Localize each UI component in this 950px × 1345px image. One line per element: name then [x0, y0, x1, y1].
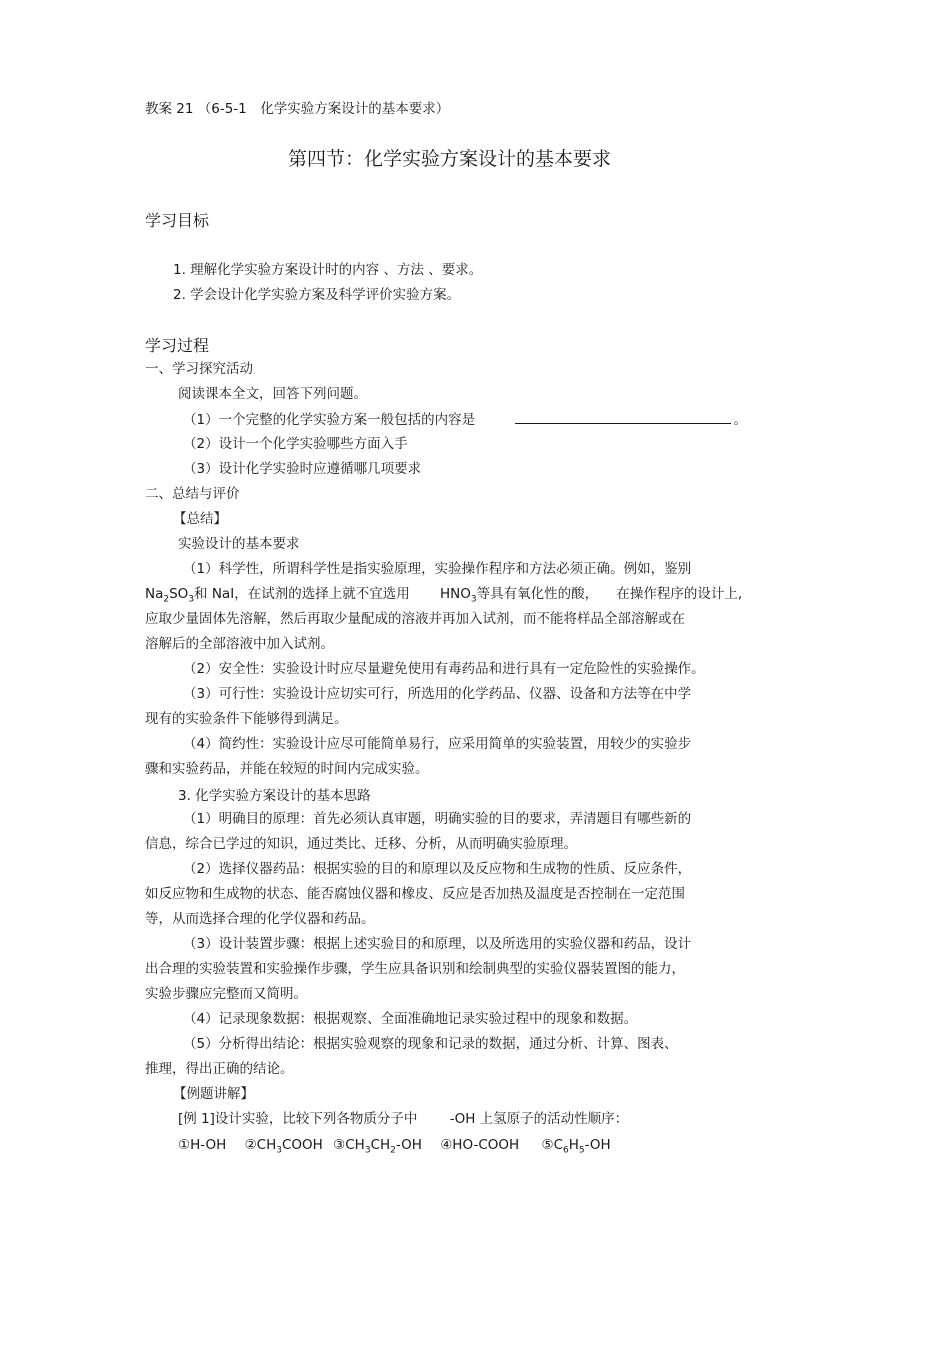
question-1-text: （1）一个完整的化学实验方案一般包括的内容是 — [183, 412, 476, 428]
design-ideas-heading: 3. 化学实验方案设计的基本思路 — [178, 788, 371, 804]
goal-item-1: 1. 理解化学实验方案设计时的内容 、方法 、要求。 — [173, 262, 483, 278]
example-1-prompt: [例 1]设计实验，比较下列各物质分子中 -OH 上氢原子的活动性顺序： — [178, 1111, 629, 1127]
example-1-items — [178, 1137, 611, 1156]
formula-hno3: $HNO_3$ — [440, 586, 477, 605]
req-2: （2）安全性：实验设计时应尽量避免使用有毒药品和进行具有一定危险性的实验操作。 — [183, 661, 705, 677]
req-1-line-2-post: 等具有氧化性的酸， — [476, 586, 599, 602]
idea-1-line-2: 信息，综合已学过的知识，通过类比、迁移、分析，从而明确实验原理。 — [145, 836, 577, 852]
idea-3-line-3: 实验步骤应完整而又简明。 — [145, 986, 307, 1002]
example-item-2: $②CH_3COOH$ — [244, 1137, 323, 1156]
section-2-heading: 二、总结与评价 — [145, 486, 240, 502]
goals-heading: 学习目标 — [145, 211, 210, 230]
req-3-line-1: （3）可行性：实验设计应切实可行，所选用的化学药品、仪器、设备和方法等在中学 — [183, 686, 692, 702]
idea-5-line-1: （5）分析得出结论：根据实验观察的现象和记录的数据，通过分析、计算、图表、 — [183, 1036, 678, 1052]
req-1-line-2-mid: 和 NaI，在试剂的选择上就不宜选用 — [194, 586, 410, 602]
goal-item-2: 2. 学会设计化学实验方案及科学评价实验方案。 — [173, 287, 461, 303]
question-2: （2）设计一个化学实验哪些方面入手 — [183, 436, 408, 452]
idea-3-line-2: 出合理的实验装置和实验操作步骤，学生应具备识别和绘制典型的实验仪器装置图的能力， — [145, 961, 685, 977]
req-4-line-2: 骤和实验药品，并能在较短的时间内完成实验。 — [145, 761, 429, 777]
idea-1-line-1: （1）明确目的原理：首先必须认真审题，明确实验的目的要求，弄清题目有哪些新的 — [183, 811, 692, 827]
reading-instruction: 阅读课本全文，回答下列问题。 — [178, 386, 367, 402]
basic-requirements-heading: 实验设计的基本要求 — [178, 536, 300, 552]
idea-3-line-1: （3）设计装置步骤：根据上述实验目的和原理，以及所选用的实验仪器和药品，设计 — [183, 936, 692, 952]
idea-5-line-2: 推理，得出正确的结论。 — [145, 1061, 294, 1077]
process-heading: 学习过程 — [145, 336, 210, 355]
idea-2-line-2: 如反应物和生成物的状态、能否腐蚀仪器和橡皮、反应是否加热及温度是否控制在一定范围 — [145, 886, 685, 902]
summary-label: 【总结】 — [173, 511, 227, 527]
example-item-1: ①H-OH — [178, 1137, 227, 1153]
idea-2-line-1: （2）选择仪器药品：根据实验的目的和原理以及反应物和生成物的性质、反应条件， — [183, 861, 692, 877]
req-1-line-1: （1）科学性，所谓科学性是指实验原理，实验操作程序和方法必须正确。例如，鉴别 — [183, 561, 692, 577]
question-3: （3）设计化学实验时应遵循哪几项要求 — [183, 461, 422, 477]
example-item-5: $⑤C_6H_5-OH$ — [541, 1137, 611, 1156]
idea-4: （4）记录现象数据：根据观察、全面准确地记录实验过程中的现象和数据。 — [183, 1011, 638, 1027]
question-1-end: 。 — [733, 412, 747, 428]
example-item-3: $③CH_3CH_2-OH$ — [333, 1137, 422, 1156]
req-1-line-2-tail: 在操作程序的设计上, — [616, 586, 743, 602]
example-item-4: ④HO-COOH — [440, 1137, 520, 1153]
page-title: 第四节：化学实验方案设计的基本要求 — [288, 148, 612, 170]
req-4-line-1: （4）简约性：实验设计应尽可能简单易行，应采用简单的实验装置，用较少的实验步 — [183, 736, 692, 752]
doc-header: 教案 21 （6-5-1 化学实验方案设计的基本要求） — [145, 101, 450, 117]
formula-na2so3: $Na_2SO_3$ — [145, 586, 195, 605]
question-1 — [183, 411, 747, 428]
req-1-line-4: 溶解后的全部溶液中加入试剂。 — [145, 636, 334, 652]
req-1-line-3: 应取少量固体先溶解，然后再取少量配成的溶液并再加入试剂，而不能将样品全部溶解或在 — [145, 611, 685, 627]
answer-blank — [515, 411, 731, 424]
example-heading: 【例题讲解】 — [173, 1086, 254, 1102]
idea-2-line-3: 等，从而选择合理的化学仪器和药品。 — [145, 911, 375, 927]
section-1-heading: 一、学习探究活动 — [145, 361, 253, 377]
req-3-line-2: 现有的实验条件下能够得到满足。 — [145, 711, 348, 727]
req-1-line-2 — [145, 586, 743, 605]
